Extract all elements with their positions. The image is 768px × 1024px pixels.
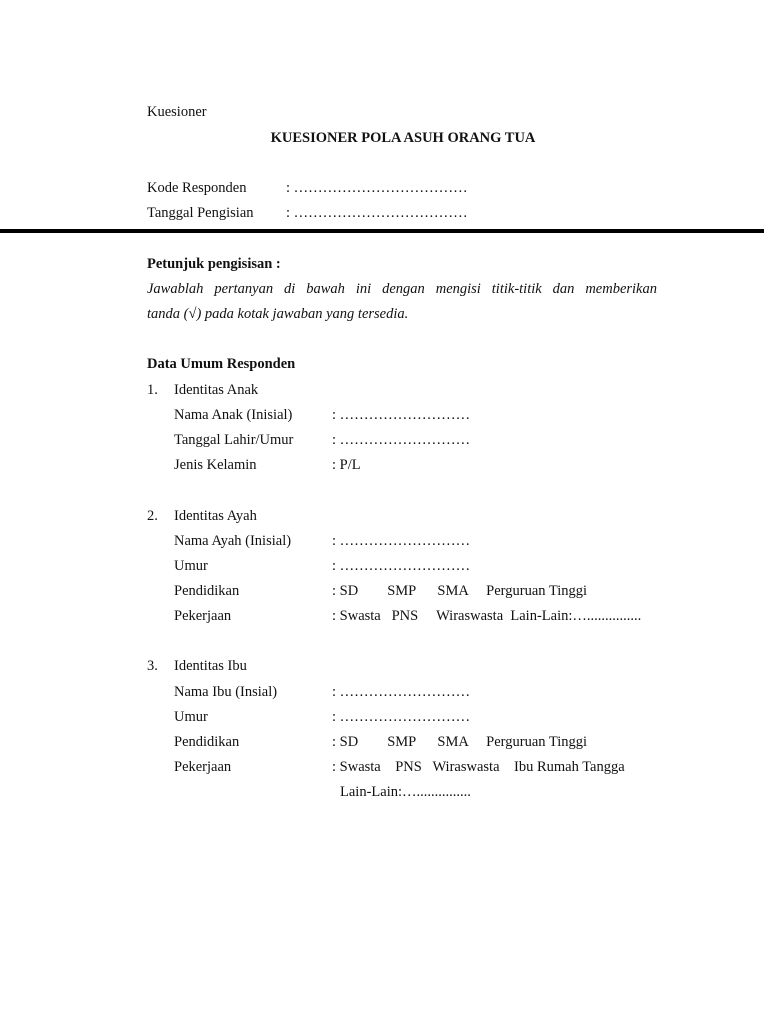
field-value[interactable]: : Swasta PNS Wiraswasta Ibu Rumah Tangga (332, 759, 625, 775)
instructions-line-2: tanda (√) pada kotak jawaban yang tersedia. (147, 306, 409, 322)
field-value[interactable]: : ……………………… (332, 533, 471, 549)
field-label: Pekerjaan (174, 608, 232, 624)
section-number-anak: 1. (147, 382, 158, 398)
meta-label-tanggal-pengisian: Tanggal Pengisian (147, 205, 254, 221)
meta-value-tanggal-pengisian[interactable]: : ……………………………… (286, 205, 468, 221)
section-number-ibu: 3. (147, 658, 158, 674)
field-value[interactable]: : ……………………… (332, 432, 471, 448)
field-value[interactable]: : SD SMP SMA Perguruan Tinggi (332, 583, 588, 599)
field-value-extra[interactable]: Lain-Lain:…............... (340, 784, 471, 800)
field-label: Umur (174, 709, 208, 725)
field-label: Umur (174, 558, 208, 574)
general-data-heading: Data Umum Responden (147, 356, 296, 372)
section-title-anak: Identitas Anak (174, 382, 259, 398)
meta-label-kode-responden: Kode Responden (147, 180, 247, 196)
field-label: Nama Ayah (Inisial) (174, 533, 292, 549)
field-value[interactable]: : P/L (332, 457, 361, 473)
field-label: Nama Anak (Inisial) (174, 407, 293, 423)
field-value[interactable]: : Swasta PNS Wiraswasta Lain-Lain:…............... (332, 608, 642, 624)
section-title-ayah: Identitas Ayah (174, 508, 257, 524)
field-value[interactable]: : SD SMP SMA Perguruan Tinggi (332, 734, 588, 750)
divider-rule (0, 229, 764, 233)
section-number-ayah: 2. (147, 508, 158, 524)
field-label: Pekerjaan (174, 759, 232, 775)
field-value[interactable]: : ……………………… (332, 709, 471, 725)
field-label: Pendidikan (174, 583, 240, 599)
document-label: Kuesioner (147, 104, 207, 120)
field-label: Tanggal Lahir/Umur (174, 432, 294, 448)
instructions-line-1: Jawablah pertanyan di bawah ini dengan mengisi titik-titik dan memberikan (147, 281, 657, 297)
section-title-ibu: Identitas Ibu (174, 658, 247, 674)
document-title: KUESIONER POLA ASUH ORANG TUA (270, 130, 536, 146)
field-label: Jenis Kelamin (174, 457, 257, 473)
meta-value-kode-responden[interactable]: : ……………………………… (286, 180, 468, 196)
instructions-heading: Petunjuk pengisisan : (147, 256, 281, 272)
field-value[interactable]: : ……………………… (332, 684, 471, 700)
field-label: Nama Ibu (Insial) (174, 684, 278, 700)
field-label: Pendidikan (174, 734, 240, 750)
field-value[interactable]: : ……………………… (332, 407, 471, 423)
field-value[interactable]: : ……………………… (332, 558, 471, 574)
